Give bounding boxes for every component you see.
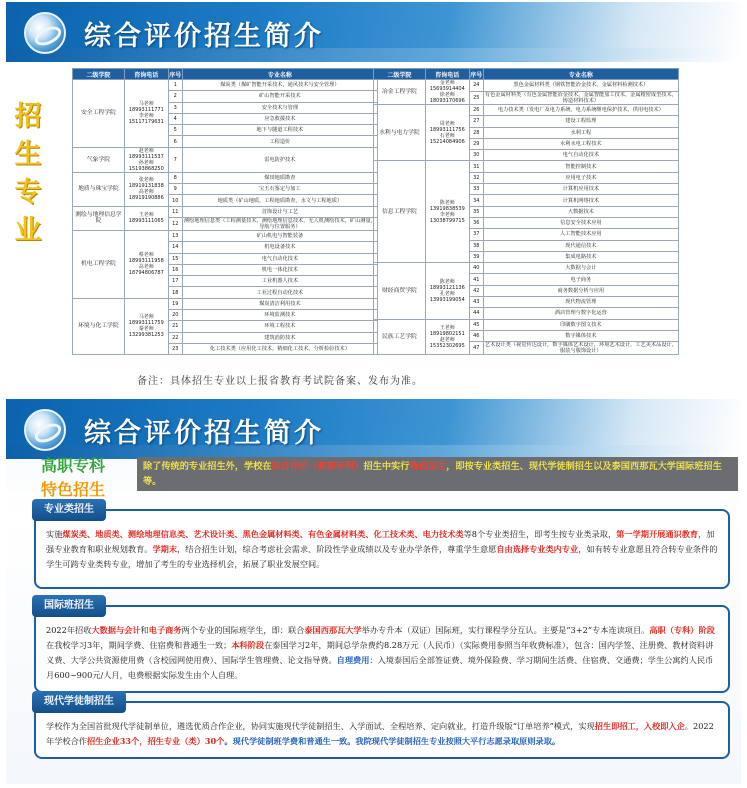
body-highlight: 招生企业33个，招生专业（类）30个: [86, 736, 225, 746]
serial-cell: 7: [168, 147, 182, 172]
major-cell: 人工智能技术应用: [483, 229, 678, 240]
table-row: [73, 206, 378, 217]
panel-title: 综合评价招生简介: [84, 418, 324, 449]
table-header-row: [73, 69, 378, 80]
college-cell: 冶金工程学院: [374, 80, 426, 105]
major-cell: 水利工程: [483, 127, 678, 138]
column-header: 专业名称: [483, 69, 678, 80]
serial-cell: 35: [469, 206, 483, 217]
body-text: ，结合招生计划，综合考虑社会需求、阶段性学业成绩以及专业办学条件，尊重学生意愿: [177, 544, 497, 554]
phone-cell: 王老师 18993111065: [124, 206, 168, 230]
serial-cell: 36: [469, 217, 483, 228]
major-cell: 建筑消防技术: [182, 332, 377, 343]
major-cell: 矿山智能开采技术: [182, 91, 377, 102]
column-header: 咨询电话: [425, 69, 469, 80]
major-cell: 黑色金属材料类（钢铁智能冶金技术，金属材料检测技术）: [483, 80, 678, 92]
section-major-category: [34, 504, 730, 589]
major-cell: 有色金属材料类（有色金属智能冶金技术，金属智能加工技术，金属精密成型技术，铸造材料技术）: [484, 91, 677, 104]
serial-cell: 38: [469, 240, 483, 251]
table-header-row: [374, 69, 679, 80]
body-text: 在泰国学习2年，期间总学杂费约8.28万元（人民币）: [264, 640, 460, 650]
serial-cell: 45: [469, 319, 483, 330]
body-text: 2022年招收: [46, 625, 92, 635]
major-cell: 机电设备技术: [182, 242, 377, 253]
college-cell: 环境与化工学院: [73, 298, 125, 354]
serial-cell: 34: [469, 195, 483, 206]
intro-text: 除了传统的专业招生外，学校在: [143, 461, 272, 472]
serial-cell: 1: [168, 80, 182, 91]
college-cell: 民族工艺学院: [374, 319, 426, 355]
majors-table-right: [373, 68, 679, 355]
section-apprenticeship: [34, 696, 730, 759]
body-highlight: 电子商务: [148, 625, 182, 635]
major-cell: 化工技术类（应用化工技术，精细化工技术，分析检验技术）: [182, 343, 377, 354]
serial-cell: 43: [469, 297, 483, 308]
body-text: 实施: [46, 529, 63, 539]
side-label: 招生专业: [14, 101, 42, 246]
table-row: [73, 80, 378, 91]
intro-text: ，即按专业类招生、现代学徒制招生以及泰国西那瓦大学国际班招生等。: [143, 461, 722, 487]
major-cell: 大数据与会计: [483, 263, 678, 274]
major-cell: 安全技术与管理: [182, 102, 377, 113]
serial-cell: 29: [469, 138, 483, 149]
body-text: 等8个专业类招生，即考生按专业类录取，: [463, 529, 617, 539]
serial-cell: 23: [168, 343, 182, 354]
serial-cell: 11: [168, 206, 182, 217]
major-cell: 集成电路技术: [483, 251, 678, 262]
major-cell: 测绘地理信息类（工程测量技术，测绘地理信息技术，无人机测绘技术，矿山测量，导航与位置服务）: [183, 217, 376, 230]
major-cell: 环境工程技术: [182, 321, 377, 332]
body-highlight: 大数据与会计: [91, 625, 141, 635]
major-cell: 工程造价: [182, 136, 377, 147]
serial-cell: 5: [168, 125, 182, 136]
major-cell: 工业过程自动化技术: [182, 287, 377, 298]
panel-title: 综合评价招生简介: [84, 21, 324, 52]
column-header: 二级学院: [374, 69, 426, 80]
body-highlight: 高职（专科）阶段: [649, 625, 715, 635]
phone-cell: 王老师 18919802151 赵老师 15352302695: [425, 319, 469, 355]
serial-cell: 40: [469, 263, 483, 274]
phone-cell: 陈老师 13919838539 李老师 13038799715: [425, 161, 469, 263]
serial-cell: 24: [469, 80, 483, 92]
major-cell: 地下与隧道工程技术: [182, 125, 377, 136]
intro-highlight: 特色招生: [409, 461, 447, 472]
serial-cell: 16: [168, 264, 182, 275]
major-cell: 数字媒体技术: [483, 330, 678, 341]
body-text: 学校作为全国首批现代学徒制单位，遴选优质合作企业，协同实施现代学徒制招生、入学面试、全程培养、定向就业，打造升级版“订单培养”模式，实现: [46, 721, 595, 731]
serial-cell: 28: [469, 127, 483, 138]
college-cell: 机电工程学院: [73, 230, 125, 298]
major-cell: 大数据技术: [483, 206, 678, 217]
column-header: 二级学院: [73, 69, 125, 80]
serial-cell: 12: [168, 217, 182, 230]
major-cell: 水利水电工程技术: [483, 138, 678, 149]
serial-cell: 46: [469, 330, 483, 341]
serial-cell: 20: [168, 310, 182, 321]
body-text: 举办专升本（双证）国际班，实行课程学分互认。主要是“3+2”专本连读项目。: [361, 625, 650, 635]
footnote: 备注：具体招生专业以上报省教育考试院备案、发布为准。: [137, 376, 423, 385]
column-header: 咨询电话: [124, 69, 168, 80]
serial-cell: 44: [469, 308, 483, 319]
phone-cell: 马老师 18993111771 李老师 15117179631: [124, 80, 168, 148]
body-text: （实际费用参照当年收费标准），包含：国内学签、注册费、教材资料讲义费、大学公共资源使用费（含校园网使用费）、国际学生管理费、论文指导费。: [46, 640, 714, 665]
major-cell: 煤炭清洁利用技术: [182, 298, 377, 309]
college-cell: 安全工程学院: [73, 80, 125, 148]
section-label: 国际班招生: [32, 595, 106, 617]
major-cell: 印刷数字图文技术: [483, 319, 678, 330]
body-text: 两个专业的国际班学生，即：联合: [181, 625, 305, 635]
serial-cell: 9: [168, 184, 182, 195]
college-cell: 财经商贸学院: [374, 263, 426, 319]
intro-banner: [137, 457, 738, 491]
body-highlight: 自理费用: [336, 655, 370, 665]
serial-cell: 31: [469, 161, 483, 172]
serial-cell: 26: [469, 105, 483, 116]
serial-cell: 3: [168, 102, 182, 113]
major-cell: 电气自动化技术: [182, 253, 377, 264]
body-highlight: 泰国西那瓦大学: [304, 625, 362, 635]
phone-cell: 赵老师 18993111537 孙老师 15193868250: [124, 147, 168, 172]
major-cell: 智能控制技术: [483, 161, 678, 172]
major-cell: 应急救援技术: [182, 113, 377, 124]
table-row: [73, 172, 378, 183]
serial-cell: 30: [469, 150, 483, 161]
enrollment-majors-panel: [6, 2, 741, 385]
table-row: [73, 147, 378, 172]
body-highlight: 。现代学徒制班学费和普通生一致。: [224, 736, 356, 746]
table-row: [73, 230, 378, 241]
body-highlight: 本科阶段: [231, 640, 265, 650]
column-header: 序号: [168, 69, 182, 80]
major-cell: 工业机器人技术: [182, 276, 377, 287]
side-label-line2: 特色招生: [41, 480, 106, 499]
serial-cell: 32: [469, 172, 483, 183]
section-body: [36, 607, 728, 687]
serial-cell: 37: [469, 229, 483, 240]
side-label: [41, 454, 105, 502]
serial-cell: 22: [168, 332, 182, 343]
body-text: 和: [140, 625, 149, 635]
body-highlight: 自由选择专业类内专业: [496, 544, 579, 554]
serial-cell: 41: [469, 274, 483, 285]
major-cell: 煤炭类（煤矿智能开采技术，通风技术与安全管理）: [182, 80, 377, 91]
major-cell: 环境监测技术: [182, 310, 377, 321]
section-body: [36, 703, 728, 753]
college-cell: 信息工程学院: [374, 161, 426, 263]
serial-cell: 2: [168, 91, 182, 102]
college-cell: 水利与电力学院: [374, 105, 426, 161]
phone-cell: 陈老师 18993121136 孔老师 13993199054: [425, 263, 469, 319]
major-cell: 建设工程监理: [483, 116, 678, 127]
major-cell: 计算机网络技术: [483, 195, 678, 206]
serial-cell: 33: [469, 184, 483, 195]
phone-cell: 张老师 18919131838 高老师 18919190886: [124, 172, 168, 206]
serial-cell: 14: [168, 242, 182, 253]
body-highlight: 招生即招工，入校即入企: [594, 721, 685, 731]
body-text: ：入境泰国后全部签证费、境外保险费、学习期间生活费、住宿费、交通费；学生公寓约人民币月600~900元/人月，电费根据实际发生由个人自理。: [46, 655, 714, 680]
serial-cell: 15: [168, 253, 182, 264]
table-row: [374, 161, 679, 172]
college-cell: 测绘与地理信息学院: [73, 206, 125, 230]
serial-cell: 47: [469, 342, 483, 355]
table-row: [374, 105, 679, 116]
table-row: [374, 263, 679, 274]
body-text: ，加强专业教育和职业规划教育。: [46, 529, 715, 554]
table-row: [374, 319, 679, 330]
major-cell: 雷电防护技术: [182, 147, 377, 172]
section-body: [36, 511, 728, 576]
major-cell: 现代物流管理: [483, 297, 678, 308]
major-cell: 首饰设计与工艺: [182, 206, 377, 217]
college-cell: 气象学院: [73, 147, 125, 172]
major-cell: 矿山机电与智能装备: [182, 230, 377, 241]
majors-table: [72, 68, 741, 366]
intro-text: 招生中实行: [363, 461, 410, 472]
major-cell: 机电一体化技术: [182, 264, 377, 275]
phone-cell: 蔡老师 18993111958 高老师 18794806787: [124, 230, 168, 298]
serial-cell: 4: [168, 113, 182, 124]
serial-cell: 25: [469, 91, 483, 104]
column-header: 序号: [469, 69, 483, 80]
major-cell: 煤田地质勘查: [182, 172, 377, 183]
phone-cell: 周老师 18993111756 石老师 15214084906: [425, 105, 469, 161]
body-text: ，如有转专业意愿且符合转专业条件的学生可跨专业类转专业，增加了考生的专业选择机会，拓展了职业发展空间。: [46, 544, 718, 569]
college-cell: 地质与珠宝学院: [73, 172, 125, 206]
special-enrollment-panel: [6, 399, 741, 784]
body-text: 在我校学习3年，期间学费、住宿费和普通生一致；: [46, 640, 232, 650]
table-row: [73, 298, 378, 309]
major-cell: 酒店管理与数字化运营: [483, 308, 678, 319]
major-cell: 信息安全技术应用: [483, 217, 678, 228]
table-row: [374, 80, 679, 92]
body-highlight: 学期末: [152, 544, 178, 554]
column-header: 专业名称: [182, 69, 377, 80]
major-cell: 现代通信技术: [483, 240, 678, 251]
serial-cell: 42: [469, 285, 483, 296]
serial-cell: 17: [168, 276, 182, 287]
serial-cell: 10: [168, 195, 182, 206]
major-cell: 电气自动化技术: [483, 150, 678, 161]
phone-cell: 金老师 15693914404 徐老师 18093170696: [425, 80, 469, 105]
section-label: 现代学徒制招生: [32, 691, 126, 713]
major-cell: 商务数据分析与应用: [483, 285, 678, 296]
body-highlight: 第一学期开展通识教育: [616, 529, 699, 539]
serial-cell: 27: [469, 116, 483, 127]
major-cell: 地质类（矿山地质，工程地质勘查，水文与工程地质）: [182, 195, 377, 206]
globe-icon: [24, 409, 66, 451]
majors-table-left: [72, 68, 378, 355]
intro-highlight: 综合评价（高职专科）: [271, 461, 364, 472]
section-international: [34, 600, 730, 693]
body-highlight: 我院现代学徒制招生专业按照大平行志愿录取原则录取。: [355, 736, 561, 746]
major-cell: 电力技术类（发电厂及电力系统，电力系统继电保护技术，供用电技术）: [483, 105, 678, 116]
major-cell: 艺术设计类（视觉传达设计，数字媒体艺术设计，环境艺术设计，工艺美术品设计，服装与服饰设计）: [484, 342, 677, 355]
major-cell: 电子商务: [483, 274, 678, 285]
serial-cell: 6: [168, 136, 182, 147]
major-cell: 计算机应用技术: [483, 184, 678, 195]
serial-cell: 13: [168, 230, 182, 241]
major-cell: 应用电子技术: [483, 172, 678, 183]
serial-cell: 21: [168, 321, 182, 332]
body-text: 。2022年学校合作: [46, 721, 714, 746]
side-label-line1: 高职专科: [41, 456, 106, 475]
phone-cell: 马老师 18993111759 秦老师 13299381253: [124, 298, 168, 354]
section-label: 专业类招生: [32, 499, 106, 521]
major-cell: 宝玉石鉴定与加工: [182, 184, 377, 195]
serial-cell: 19: [168, 298, 182, 309]
body-highlight: 煤炭类、地质类、测绘地理信息类、艺术设计类、黑色金属材料类、有色金属材料类、化工技术类、电力技术类: [62, 529, 464, 539]
serial-cell: 8: [168, 172, 182, 183]
globe-icon: [24, 12, 66, 54]
serial-cell: 39: [469, 251, 483, 262]
serial-cell: 18: [168, 287, 182, 298]
